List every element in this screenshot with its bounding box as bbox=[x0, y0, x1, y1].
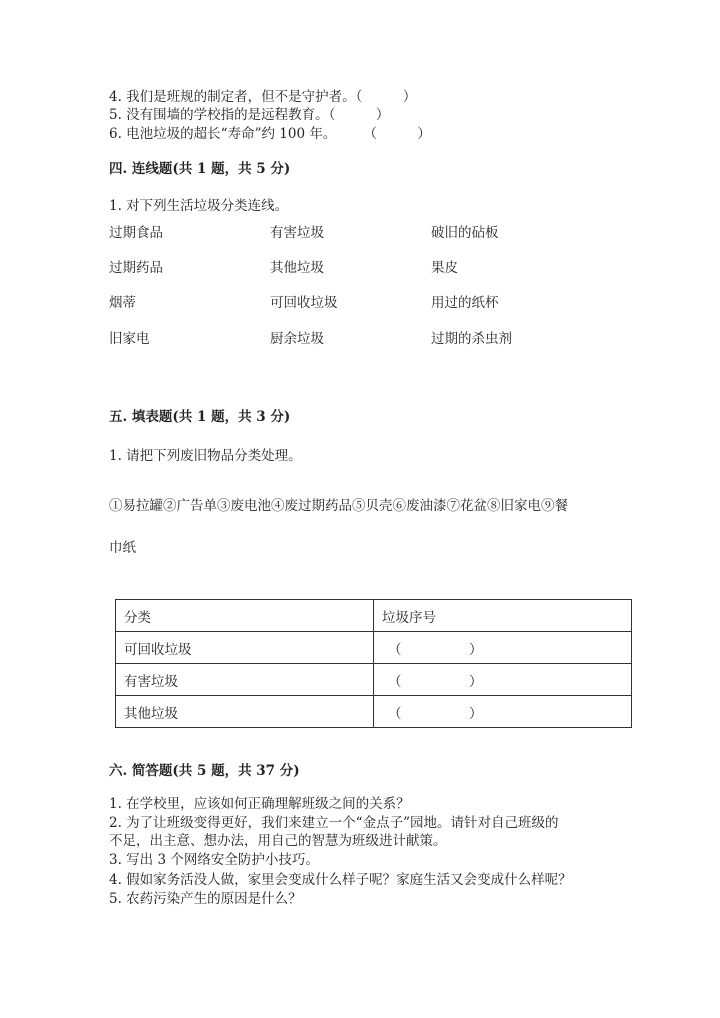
table-row bbox=[116, 632, 632, 664]
match-item: 旧家电 bbox=[109, 331, 150, 347]
header-cell: 垃圾序号 bbox=[374, 600, 632, 632]
match-item: 可回收垃圾 bbox=[270, 295, 338, 311]
answer-blank[interactable]: （ ） bbox=[374, 696, 632, 728]
section-4-title: 四. 连线题(共 1 题，共 5 分) bbox=[109, 161, 291, 177]
table-row bbox=[116, 664, 632, 696]
s6-q4: 4. 假如家务活没人做，家里会变成什么样子呢？家庭生活又会变成什么样呢？ bbox=[109, 872, 572, 888]
match-item: 过期药品 bbox=[109, 260, 163, 276]
table-header-row bbox=[116, 600, 632, 632]
section-5-title: 五. 填表题(共 1 题，共 3 分) bbox=[109, 409, 291, 425]
table-row bbox=[116, 696, 632, 728]
judge-q5: 5. 没有围墙的学校指的是远程教育。（ ） bbox=[109, 107, 390, 123]
judge-q4: 4. 我们是班规的制定者，但不是守护者。（ ） bbox=[109, 89, 417, 105]
s6-q2-cont: 不足，出主意、想办法，用自己的智慧为班级进计献策。 bbox=[109, 833, 447, 849]
s6-q1: 1. 在学校里，应该如何正确理解班级之间的关系？ bbox=[109, 796, 410, 812]
s6-q3: 3. 写出 3 个网络安全防护小技巧。 bbox=[109, 852, 319, 868]
s6-q2: 2. 为了让班级变得更好，我们来建立一个“金点子”园地。请针对自己班级的 bbox=[109, 815, 559, 831]
s5-question: 1. 请把下列废旧物品分类处理。 bbox=[109, 448, 302, 464]
match-item: 用过的纸杯 bbox=[431, 295, 499, 311]
s5-items-cont: 巾纸 bbox=[109, 540, 136, 556]
table-cell: 可回收垃圾 bbox=[116, 632, 374, 664]
table-cell: 有害垃圾 bbox=[116, 664, 374, 696]
classification-table bbox=[115, 599, 632, 728]
match-item: 有害垃圾 bbox=[270, 225, 324, 241]
match-item: 过期食品 bbox=[109, 225, 163, 241]
section-6-title: 六. 简答题(共 5 题，共 37 分) bbox=[109, 763, 300, 779]
s5-items: ①易拉罐②广告单③废电池④废过期药品⑤贝壳⑥废油漆⑦花盆⑧旧家电⑨餐 bbox=[109, 498, 568, 514]
match-item: 其他垃圾 bbox=[270, 260, 324, 276]
match-item: 果皮 bbox=[431, 260, 458, 276]
match-item: 过期的杀虫剂 bbox=[431, 331, 512, 347]
answer-blank[interactable]: （ ） bbox=[374, 632, 632, 664]
header-cell: 分类 bbox=[116, 600, 374, 632]
match-item: 破旧的砧板 bbox=[431, 225, 499, 241]
match-item: 烟蒂 bbox=[109, 295, 136, 311]
match-item: 厨余垃圾 bbox=[270, 331, 324, 347]
table-cell: 其他垃圾 bbox=[116, 696, 374, 728]
answer-blank[interactable]: （ ） bbox=[374, 664, 632, 696]
s4-question: 1. 对下列生活垃圾分类连线。 bbox=[109, 198, 289, 214]
judge-q6: 6. 电池垃圾的超长“寿命”约 100 年。 （ ） bbox=[109, 126, 431, 142]
s6-q5: 5. 农药污染产生的原因是什么？ bbox=[109, 891, 302, 907]
